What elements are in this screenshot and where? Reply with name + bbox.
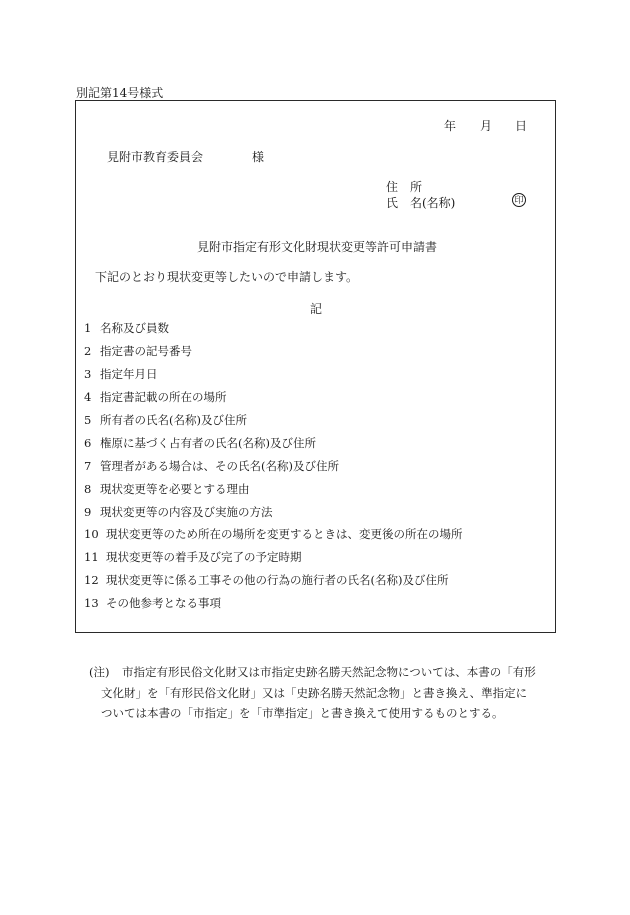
- list-item: [84, 458, 339, 474]
- item-text: 所有者の氏名(名称)及び住所: [100, 413, 247, 427]
- seal-mark: 印: [512, 193, 526, 207]
- list-item: [84, 435, 316, 451]
- item-text: 指定書記載の所在の場所: [100, 390, 227, 404]
- list-item: [84, 572, 448, 588]
- addressee-name: 見附市教育委員会: [107, 150, 204, 164]
- list-item: [84, 320, 169, 336]
- item-text: 現状変更等のため所在の場所を変更するときは、変更後の所在の場所: [106, 527, 463, 541]
- item-text: 指定書の記号番号: [100, 344, 192, 358]
- note-line: ついては本書の「市指定」を「市準指定」と書き換えて使用するものとする。: [101, 706, 504, 720]
- item-number: 5: [84, 413, 92, 427]
- item-number: 12: [84, 573, 99, 587]
- note-label: (注): [89, 665, 110, 679]
- item-number: 1: [84, 321, 92, 335]
- list-item: [84, 389, 227, 405]
- note-line: 文化財」を「有形民俗文化財」又は「史跡名勝天然記念物」と書き換え、準指定に: [101, 686, 528, 700]
- item-text: 現状変更等を必要とする理由: [100, 482, 250, 496]
- month-label: 月: [480, 119, 493, 133]
- item-number: 8: [84, 482, 92, 496]
- day-label: 日: [515, 119, 528, 133]
- item-number: 13: [84, 596, 99, 610]
- form-number: 別記第14号様式: [76, 86, 164, 100]
- item-number: 11: [84, 550, 99, 564]
- list-item: [84, 412, 247, 428]
- applicant-address-label: 住 所: [386, 180, 423, 194]
- list-item: [84, 526, 463, 542]
- item-text: 管理者がある場合は、その氏名(名称)及び住所: [100, 459, 339, 473]
- list-item: [84, 549, 302, 565]
- item-number: 4: [84, 390, 92, 404]
- item-text: 指定年月日: [100, 367, 158, 381]
- item-number: 2: [84, 344, 92, 358]
- list-item: [84, 343, 192, 359]
- item-text: 現状変更等に係る工事その他の行為の施行者の氏名(名称)及び住所: [106, 573, 449, 587]
- item-text: 権原に基づく占有者の氏名(名称)及び住所: [100, 436, 316, 450]
- list-item: [84, 595, 221, 611]
- item-text: 現状変更等の着手及び完了の予定時期: [106, 550, 302, 564]
- item-number: 3: [84, 367, 92, 381]
- note-line: 市指定有形民俗文化財又は市指定史跡名勝天然記念物については、本書の「有形: [122, 665, 536, 679]
- list-item: [84, 504, 273, 520]
- item-text: 名称及び員数: [100, 321, 169, 335]
- item-number: 10: [84, 527, 99, 541]
- ki-heading: 記: [310, 302, 323, 316]
- applicant-name-label: 氏 名(名称): [386, 196, 456, 210]
- item-number: 9: [84, 505, 92, 519]
- intro-text: 下記のとおり現状変更等したいので申請します。: [95, 270, 359, 284]
- list-item: [84, 366, 158, 382]
- item-text: その他参考となる事項: [106, 596, 221, 610]
- list-item: [84, 481, 250, 497]
- document-title: 見附市指定有形文化財現状変更等許可申請書: [197, 240, 438, 254]
- addressee-honorific: 様: [252, 150, 265, 164]
- year-label: 年: [444, 119, 457, 133]
- item-text: 現状変更等の内容及び実施の方法: [100, 505, 273, 519]
- item-number: 6: [84, 436, 92, 450]
- item-number: 7: [84, 459, 92, 473]
